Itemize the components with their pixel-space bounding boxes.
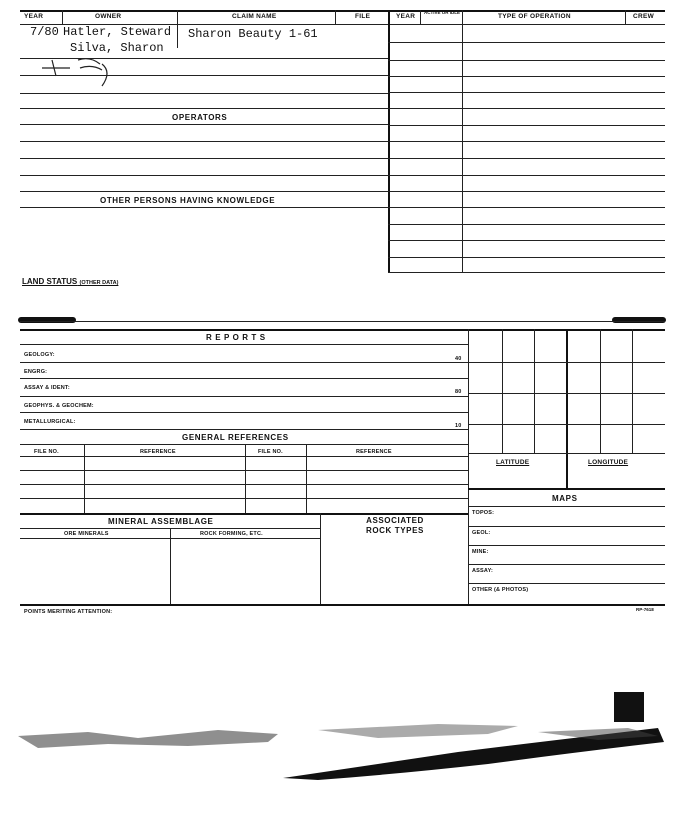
maps-row-topos: TOPOS:	[472, 510, 495, 516]
report-assay-label: ASSAY & IDENT:	[24, 385, 70, 391]
maps-title: MAPS	[552, 494, 578, 503]
form-number: RP-7618	[636, 607, 654, 612]
report-geology-label: GEOLOGY:	[24, 352, 55, 358]
scan-noise-streak	[18, 712, 666, 780]
header-owner: OWNER	[95, 13, 122, 20]
entry-owner-2: Silva, Sharon	[70, 41, 164, 55]
longitude-label: LONGITUDE	[588, 459, 629, 466]
entry-year: 7/80	[30, 25, 59, 39]
ink-smudge-right	[612, 317, 666, 323]
other-persons-title: OTHER PERSONS HAVING KNOWLEDGE	[100, 196, 276, 205]
entry-owner: Hatler, Steward	[63, 25, 172, 39]
header-crew: CREW	[633, 13, 655, 20]
report-geophys-label: GEOPHYS. & GEOCHEM:	[24, 403, 94, 409]
header-claim-name: CLAIM NAME	[232, 13, 277, 20]
ref-header-reference: REFERENCE	[140, 449, 176, 455]
header-file: FILE	[355, 13, 371, 20]
ref-header-file-no: FILE NO.	[34, 449, 59, 455]
ref-header-reference-2: REFERENCE	[356, 449, 392, 455]
mineral-assemblage-title: MINERAL ASSEMBLAGE	[108, 517, 214, 526]
report-metallurgical-label: METALLURGICAL:	[24, 419, 76, 425]
land-status-subtitle: (OTHER DATA)	[79, 280, 119, 286]
maps-row-other: OTHER (& PHOTOS)	[472, 587, 529, 593]
land-status-label	[22, 277, 118, 286]
report-metallurgical-num: 10	[455, 423, 462, 429]
header-type-of-operation: TYPE OF OPERATION	[498, 13, 571, 20]
ref-header-file-no-2: FILE NO.	[258, 449, 283, 455]
maps-row-mine: MINE:	[472, 549, 489, 555]
associated-rock-types-title: ASSOCIATED ROCK TYPES	[365, 516, 424, 535]
entry-claim-name: Sharon Beauty 1-61	[188, 27, 318, 41]
report-geology-num: 40	[455, 356, 462, 362]
header-year: YEAR	[24, 13, 44, 20]
general-references-title: GENERAL REFERENCES	[182, 433, 289, 442]
rock-forming-header: ROCK FORMING, ETC.	[200, 531, 263, 537]
land-status-title: LAND STATUS	[22, 277, 78, 286]
header-active-or-idle: ACTIVE OR IDLE	[424, 10, 461, 15]
scribble-mark	[40, 54, 120, 90]
report-engrg-label: ENGRG:	[24, 369, 48, 375]
maps-row-geol: GEOL:	[472, 530, 491, 536]
report-assay-num: 80	[455, 389, 462, 395]
header-year-2: YEAR	[396, 13, 416, 20]
points-meriting-attention: POINTS MERITING ATTENTION:	[24, 609, 113, 615]
ink-smudge-left	[18, 317, 76, 323]
reports-title: R E P O R T S	[206, 333, 266, 342]
maps-row-assay: ASSAY:	[472, 568, 494, 574]
latitude-label: LATITUDE	[496, 459, 530, 466]
ore-minerals-header: ORE MINERALS	[64, 531, 109, 537]
operators-title: OPERATORS	[172, 113, 228, 122]
